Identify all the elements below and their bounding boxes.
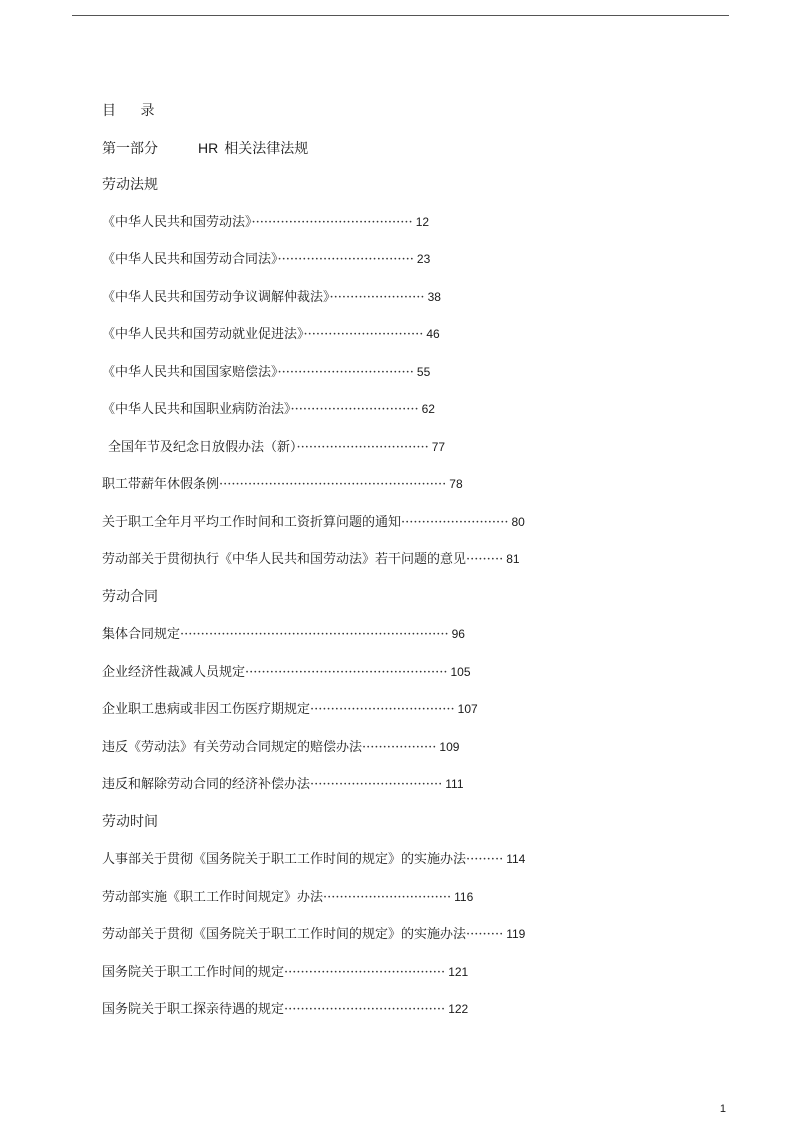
- toc-entry-title: 集体合同规定: [102, 627, 181, 642]
- dot-leader: ···································: [310, 702, 455, 717]
- toc-entry-page: 96: [451, 627, 465, 641]
- section-heading-labor-contract: 劳动合同: [102, 589, 158, 605]
- dot-leader: ·······························: [323, 890, 452, 905]
- toc-entry-title: 人事部关于贯彻《国务院关于职工工作时间的规定》的实施办法: [102, 852, 467, 867]
- toc-entry-title: 《中华人民共和国劳动争议调解仲裁法》: [102, 290, 330, 305]
- toc-entry-page: 46: [426, 327, 440, 341]
- toc-entry-title: 《中华人民共和国劳动法》: [102, 215, 252, 230]
- toc-entry-title: 职工带薪年休假条例: [102, 477, 220, 492]
- toc-entry-title: 国务院关于职工探亲待遇的规定: [102, 1002, 285, 1017]
- dot-leader: ································: [296, 440, 429, 455]
- dot-leader: ·········: [466, 852, 504, 867]
- toc-entry-title: 《中华人民共和国职业病防治法》: [102, 402, 291, 417]
- toc-entry[interactable]: [102, 999, 468, 1019]
- toc-entry-page: 62: [421, 402, 435, 416]
- toc-entry[interactable]: [102, 287, 441, 307]
- toc-entry-title: 《中华人民共和国劳动就业促进法》: [102, 327, 304, 342]
- section-heading-working-time: 劳动时间: [102, 814, 158, 830]
- toc-entry[interactable]: [102, 512, 525, 532]
- toc-entry-page: 109: [439, 740, 460, 754]
- toc-entry-page: 121: [448, 965, 469, 979]
- toc-entry-title: 劳动部关于贯彻《国务院关于职工工作时间的规定》的实施办法: [102, 927, 467, 942]
- toc-entry-page: 23: [416, 252, 431, 266]
- toc-entry-page: 122: [448, 1002, 469, 1016]
- toc-entry-page: 116: [454, 890, 474, 904]
- toc-entry[interactable]: [102, 549, 520, 569]
- toc-entry-title: 《中华人民共和国劳动合同法》: [102, 252, 278, 267]
- toc-entry-page: 78: [449, 477, 463, 491]
- part-hr: HR: [198, 140, 219, 156]
- toc-entry-title: 全国年节及纪念日放假办法（新）: [108, 440, 297, 455]
- dot-leader: ································: [310, 777, 443, 792]
- toc-entry-title: 违反和解除劳动合同的经济补偿办法: [102, 777, 311, 792]
- dot-leader: ·········: [466, 927, 504, 942]
- toc-entry-title: 关于职工全年月平均工作时间和工资折算问题的通知: [102, 515, 402, 530]
- toc-entry[interactable]: [102, 474, 463, 494]
- toc-entry-page: 12: [415, 215, 430, 229]
- toc-entry-title: 劳动部关于贯彻执行《中华人民共和国劳动法》若干问题的意见: [102, 552, 467, 567]
- toc-entry[interactable]: [102, 962, 468, 982]
- part-label: 第一部分: [102, 141, 158, 157]
- toc-entry[interactable]: [102, 774, 464, 794]
- toc-entry-page: 119: [506, 927, 526, 941]
- toc-entry[interactable]: [102, 399, 435, 419]
- toc-entry-page: 81: [506, 552, 520, 566]
- toc-entry-page: 107: [457, 702, 478, 716]
- toc-entry-page: 38: [427, 290, 441, 304]
- toc-entry-page: 77: [431, 440, 446, 454]
- toc-entry[interactable]: [102, 249, 430, 269]
- toc-entry-title: 国务院关于职工工作时间的规定: [102, 965, 285, 980]
- dot-leader: ·································: [277, 252, 414, 267]
- toc-entry-page: 80: [511, 515, 525, 529]
- toc-entry[interactable]: [102, 924, 525, 944]
- section-heading-labor-regulations: 劳动法规: [102, 177, 158, 193]
- dot-leader: ·······································: [284, 1002, 446, 1017]
- page-number: 1: [719, 1103, 726, 1115]
- dot-leader: ·································: [277, 365, 414, 380]
- toc-entry[interactable]: [102, 624, 465, 644]
- toc-entry[interactable]: [102, 849, 525, 869]
- toc-entry[interactable]: [102, 737, 459, 757]
- toc-entry-title: 企业经济性裁减人员规定: [102, 665, 246, 680]
- header-rule: [72, 15, 729, 16]
- dot-leader: ··················: [362, 740, 437, 755]
- toc-entry[interactable]: [102, 699, 478, 719]
- toc-entry-title: 劳动部实施《职工工作时间规定》办法: [102, 890, 324, 905]
- part-title: 相关法律法规: [224, 141, 309, 157]
- toc-entry[interactable]: [102, 887, 473, 907]
- dot-leader: ·················································: [245, 665, 448, 680]
- dot-leader: ·······································: [251, 215, 413, 230]
- toc-entry-page: 111: [445, 777, 464, 791]
- dot-leader: ··························: [401, 515, 509, 530]
- toc-entry[interactable]: [108, 437, 445, 457]
- dot-leader: ·······························: [290, 402, 419, 417]
- toc-entry-title: 违反《劳动法》有关劳动合同规定的赔偿办法: [102, 740, 363, 755]
- toc-entry[interactable]: [102, 362, 430, 382]
- dot-leader: ·······································: [284, 965, 446, 980]
- toc-entry-page: 114: [506, 852, 526, 866]
- dot-leader: ·····························: [303, 327, 424, 342]
- toc-entry-title: 企业职工患病或非因工伤医疗期规定: [102, 702, 311, 717]
- toc-entry-title: 《中华人民共和国国家赔偿法》: [102, 365, 278, 380]
- part-heading: [102, 138, 308, 158]
- dot-leader: ·······················································: [219, 477, 447, 492]
- toc-entry-page: 55: [416, 365, 431, 379]
- toc-entry[interactable]: [102, 324, 440, 344]
- toc-entry[interactable]: [102, 212, 429, 232]
- dot-leader: ·······················: [329, 290, 425, 305]
- dot-leader: ·································································: [180, 627, 449, 642]
- toc-entry[interactable]: [102, 662, 471, 682]
- toc-entry-page: 105: [450, 665, 471, 679]
- toc-heading: 目 录: [102, 103, 165, 119]
- dot-leader: ·········: [466, 552, 504, 567]
